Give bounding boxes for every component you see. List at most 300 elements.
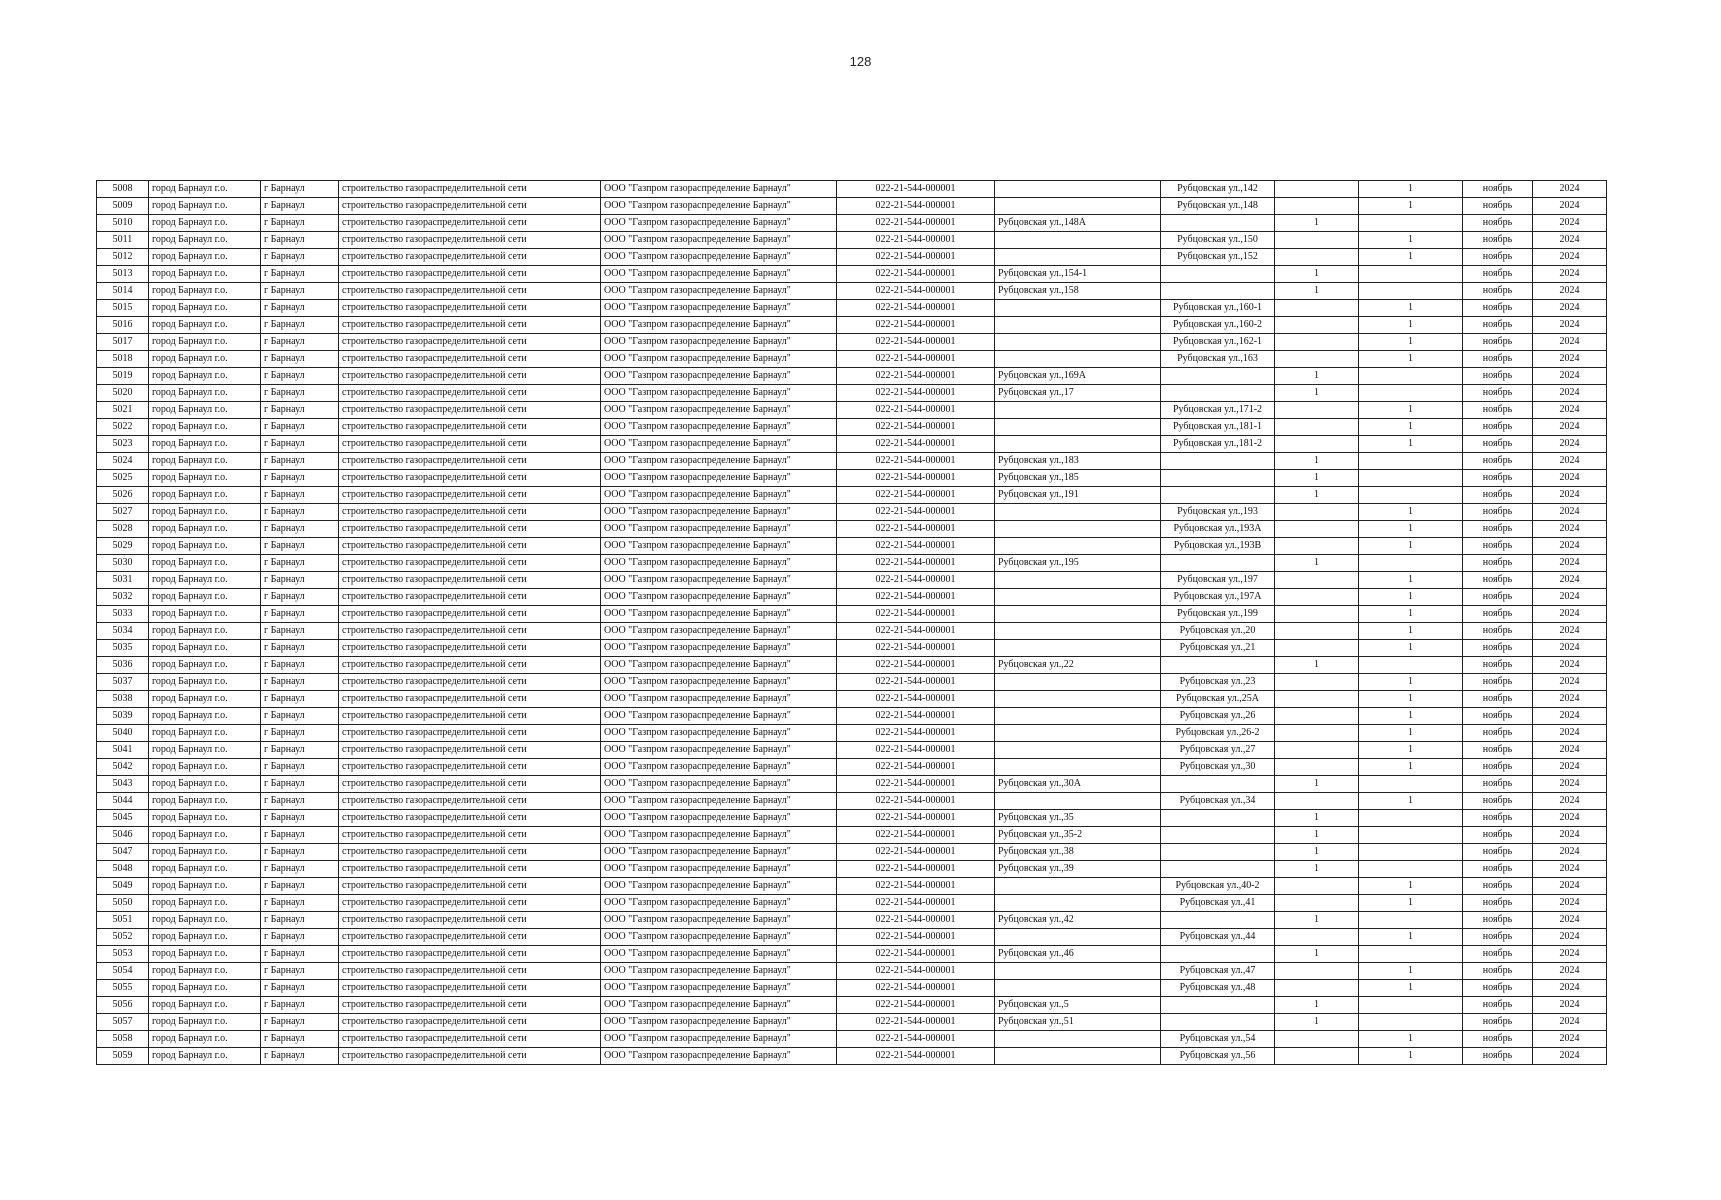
work-type-cell: строительство газораспределительной сети — [339, 249, 601, 266]
row-number-cell: 5032 — [97, 589, 149, 606]
work-type-cell: строительство газораспределительной сети — [339, 725, 601, 742]
month-cell: ноябрь — [1463, 300, 1533, 317]
locality-cell: г Барнаул — [261, 419, 339, 436]
year-cell: 2024 — [1533, 929, 1607, 946]
program-code-cell: 022-21-544-000001 — [837, 572, 995, 589]
quantity-col-1-cell — [1275, 300, 1359, 317]
registry-table — [96, 180, 1607, 1065]
table-row — [97, 827, 1607, 844]
program-code-cell: 022-21-544-000001 — [837, 385, 995, 402]
program-code-cell: 022-21-544-000001 — [837, 470, 995, 487]
organization-cell: ООО "Газпром газораспределение Барнаул" — [601, 249, 837, 266]
quantity-col-1-cell — [1275, 572, 1359, 589]
quantity-col-2-cell: 1 — [1359, 895, 1463, 912]
organization-cell: ООО "Газпром газораспределение Барнаул" — [601, 198, 837, 215]
row-number-cell: 5041 — [97, 742, 149, 759]
quantity-col-2-cell: 1 — [1359, 334, 1463, 351]
program-code-cell: 022-21-544-000001 — [837, 878, 995, 895]
quantity-col-1-cell — [1275, 793, 1359, 810]
quantity-col-2-cell: 1 — [1359, 963, 1463, 980]
year-cell: 2024 — [1533, 436, 1607, 453]
table-row — [97, 419, 1607, 436]
quantity-col-1-cell — [1275, 436, 1359, 453]
work-type-cell: строительство газораспределительной сети — [339, 181, 601, 198]
row-number-cell: 5049 — [97, 878, 149, 895]
row-number-cell: 5028 — [97, 521, 149, 538]
municipality-cell: город Барнаул г.о. — [149, 470, 261, 487]
address-col-1-cell — [995, 708, 1161, 725]
municipality-cell: город Барнаул г.о. — [149, 419, 261, 436]
quantity-col-2-cell — [1359, 1014, 1463, 1031]
year-cell: 2024 — [1533, 351, 1607, 368]
year-cell: 2024 — [1533, 232, 1607, 249]
address-col-1-cell — [995, 623, 1161, 640]
address-col-2-cell: Рубцовская ул.,21 — [1161, 640, 1275, 657]
quantity-col-1-cell — [1275, 198, 1359, 215]
address-col-1-cell: Рубцовская ул.,158 — [995, 283, 1161, 300]
organization-cell: ООО "Газпром газораспределение Барнаул" — [601, 912, 837, 929]
row-number-cell: 5021 — [97, 402, 149, 419]
row-number-cell: 5025 — [97, 470, 149, 487]
quantity-col-1-cell — [1275, 674, 1359, 691]
quantity-col-2-cell — [1359, 657, 1463, 674]
table-row — [97, 997, 1607, 1014]
year-cell: 2024 — [1533, 623, 1607, 640]
locality-cell: г Барнаул — [261, 980, 339, 997]
locality-cell: г Барнаул — [261, 504, 339, 521]
address-col-1-cell — [995, 963, 1161, 980]
quantity-col-2-cell — [1359, 266, 1463, 283]
quantity-col-1-cell — [1275, 317, 1359, 334]
locality-cell: г Барнаул — [261, 827, 339, 844]
month-cell: ноябрь — [1463, 572, 1533, 589]
work-type-cell: строительство газораспределительной сети — [339, 453, 601, 470]
month-cell: ноябрь — [1463, 844, 1533, 861]
municipality-cell: город Барнаул г.о. — [149, 997, 261, 1014]
row-number-cell: 5027 — [97, 504, 149, 521]
month-cell: ноябрь — [1463, 589, 1533, 606]
quantity-col-2-cell: 1 — [1359, 623, 1463, 640]
quantity-col-1-cell: 1 — [1275, 555, 1359, 572]
quantity-col-1-cell — [1275, 691, 1359, 708]
row-number-cell: 5012 — [97, 249, 149, 266]
row-number-cell: 5058 — [97, 1031, 149, 1048]
address-col-2-cell: Рубцовская ул.,148 — [1161, 198, 1275, 215]
row-number-cell: 5018 — [97, 351, 149, 368]
year-cell: 2024 — [1533, 249, 1607, 266]
month-cell: ноябрь — [1463, 640, 1533, 657]
municipality-cell: город Барнаул г.о. — [149, 521, 261, 538]
year-cell: 2024 — [1533, 555, 1607, 572]
year-cell: 2024 — [1533, 997, 1607, 1014]
organization-cell: ООО "Газпром газораспределение Барнаул" — [601, 402, 837, 419]
month-cell: ноябрь — [1463, 453, 1533, 470]
year-cell: 2024 — [1533, 521, 1607, 538]
work-type-cell: строительство газораспределительной сети — [339, 572, 601, 589]
month-cell: ноябрь — [1463, 708, 1533, 725]
work-type-cell: строительство газораспределительной сети — [339, 1048, 601, 1065]
quantity-col-2-cell: 1 — [1359, 589, 1463, 606]
address-col-2-cell: Рубцовская ул.,54 — [1161, 1031, 1275, 1048]
program-code-cell: 022-21-544-000001 — [837, 368, 995, 385]
table-row — [97, 385, 1607, 402]
address-col-2-cell: Рубцовская ул.,56 — [1161, 1048, 1275, 1065]
address-col-2-cell: Рубцовская ул.,181-2 — [1161, 436, 1275, 453]
address-col-2-cell: Рубцовская ул.,41 — [1161, 895, 1275, 912]
row-number-cell: 5022 — [97, 419, 149, 436]
municipality-cell: город Барнаул г.о. — [149, 674, 261, 691]
year-cell: 2024 — [1533, 810, 1607, 827]
locality-cell: г Барнаул — [261, 895, 339, 912]
table-row — [97, 691, 1607, 708]
program-code-cell: 022-21-544-000001 — [837, 725, 995, 742]
table-row — [97, 487, 1607, 504]
locality-cell: г Барнаул — [261, 861, 339, 878]
quantity-col-1-cell: 1 — [1275, 385, 1359, 402]
table-row — [97, 555, 1607, 572]
row-number-cell: 5047 — [97, 844, 149, 861]
municipality-cell: город Барнаул г.о. — [149, 776, 261, 793]
month-cell: ноябрь — [1463, 946, 1533, 963]
quantity-col-2-cell — [1359, 861, 1463, 878]
organization-cell: ООО "Газпром газораспределение Барнаул" — [601, 1048, 837, 1065]
work-type-cell: строительство газораспределительной сети — [339, 419, 601, 436]
year-cell: 2024 — [1533, 402, 1607, 419]
address-col-2-cell: Рубцовская ул.,40-2 — [1161, 878, 1275, 895]
month-cell: ноябрь — [1463, 198, 1533, 215]
quantity-col-2-cell — [1359, 385, 1463, 402]
month-cell: ноябрь — [1463, 385, 1533, 402]
quantity-col-2-cell: 1 — [1359, 181, 1463, 198]
organization-cell: ООО "Газпром газораспределение Барнаул" — [601, 929, 837, 946]
program-code-cell: 022-21-544-000001 — [837, 912, 995, 929]
address-col-1-cell — [995, 1048, 1161, 1065]
address-col-1-cell: Рубцовская ул.,191 — [995, 487, 1161, 504]
quantity-col-1-cell — [1275, 963, 1359, 980]
municipality-cell: город Барнаул г.о. — [149, 538, 261, 555]
locality-cell: г Барнаул — [261, 368, 339, 385]
row-number-cell: 5053 — [97, 946, 149, 963]
year-cell: 2024 — [1533, 742, 1607, 759]
address-col-2-cell: Рубцовская ул.,181-1 — [1161, 419, 1275, 436]
organization-cell: ООО "Газпром газораспределение Барнаул" — [601, 317, 837, 334]
address-col-1-cell — [995, 351, 1161, 368]
quantity-col-2-cell: 1 — [1359, 436, 1463, 453]
organization-cell: ООО "Газпром газораспределение Барнаул" — [601, 827, 837, 844]
work-type-cell: строительство газораспределительной сети — [339, 946, 601, 963]
address-col-1-cell: Рубцовская ул.,35 — [995, 810, 1161, 827]
year-cell: 2024 — [1533, 691, 1607, 708]
address-col-2-cell — [1161, 266, 1275, 283]
address-col-1-cell — [995, 436, 1161, 453]
locality-cell: г Барнаул — [261, 606, 339, 623]
municipality-cell: город Барнаул г.о. — [149, 589, 261, 606]
program-code-cell: 022-21-544-000001 — [837, 487, 995, 504]
month-cell: ноябрь — [1463, 912, 1533, 929]
municipality-cell: город Барнаул г.о. — [149, 283, 261, 300]
quantity-col-2-cell: 1 — [1359, 1048, 1463, 1065]
quantity-col-1-cell — [1275, 929, 1359, 946]
program-code-cell: 022-21-544-000001 — [837, 419, 995, 436]
address-col-1-cell — [995, 300, 1161, 317]
month-cell: ноябрь — [1463, 963, 1533, 980]
work-type-cell: строительство газораспределительной сети — [339, 844, 601, 861]
year-cell: 2024 — [1533, 827, 1607, 844]
organization-cell: ООО "Газпром газораспределение Барнаул" — [601, 368, 837, 385]
table-row — [97, 742, 1607, 759]
quantity-col-1-cell: 1 — [1275, 657, 1359, 674]
locality-cell: г Барнаул — [261, 317, 339, 334]
quantity-col-2-cell — [1359, 215, 1463, 232]
program-code-cell: 022-21-544-000001 — [837, 504, 995, 521]
month-cell: ноябрь — [1463, 521, 1533, 538]
quantity-col-1-cell: 1 — [1275, 368, 1359, 385]
table-row — [97, 657, 1607, 674]
program-code-cell: 022-21-544-000001 — [837, 929, 995, 946]
municipality-cell: город Барнаул г.о. — [149, 657, 261, 674]
work-type-cell: строительство газораспределительной сети — [339, 708, 601, 725]
row-number-cell: 5013 — [97, 266, 149, 283]
address-col-1-cell — [995, 691, 1161, 708]
table-row — [97, 215, 1607, 232]
month-cell: ноябрь — [1463, 1031, 1533, 1048]
month-cell: ноябрь — [1463, 878, 1533, 895]
row-number-cell: 5020 — [97, 385, 149, 402]
quantity-col-1-cell: 1 — [1275, 827, 1359, 844]
municipality-cell: город Барнаул г.о. — [149, 181, 261, 198]
organization-cell: ООО "Газпром газораспределение Барнаул" — [601, 742, 837, 759]
address-col-1-cell — [995, 980, 1161, 997]
quantity-col-1-cell — [1275, 1031, 1359, 1048]
address-col-2-cell: Рубцовская ул.,25А — [1161, 691, 1275, 708]
municipality-cell: город Барнаул г.о. — [149, 759, 261, 776]
address-col-2-cell: Рубцовская ул.,47 — [1161, 963, 1275, 980]
month-cell: ноябрь — [1463, 606, 1533, 623]
municipality-cell: город Барнаул г.о. — [149, 402, 261, 419]
organization-cell: ООО "Газпром газораспределение Барнаул" — [601, 895, 837, 912]
row-number-cell: 5046 — [97, 827, 149, 844]
quantity-col-1-cell — [1275, 334, 1359, 351]
work-type-cell: строительство газораспределительной сети — [339, 589, 601, 606]
work-type-cell: строительство газораспределительной сети — [339, 538, 601, 555]
organization-cell: ООО "Газпром газораспределение Барнаул" — [601, 640, 837, 657]
table-row — [97, 232, 1607, 249]
address-col-1-cell: Рубцовская ул.,148А — [995, 215, 1161, 232]
program-code-cell: 022-21-544-000001 — [837, 334, 995, 351]
organization-cell: ООО "Газпром газораспределение Барнаул" — [601, 997, 837, 1014]
month-cell: ноябрь — [1463, 351, 1533, 368]
municipality-cell: город Барнаул г.о. — [149, 1048, 261, 1065]
address-col-1-cell: Рубцовская ул.,154-1 — [995, 266, 1161, 283]
program-code-cell: 022-21-544-000001 — [837, 946, 995, 963]
organization-cell: ООО "Газпром газораспределение Барнаул" — [601, 232, 837, 249]
quantity-col-1-cell — [1275, 181, 1359, 198]
locality-cell: г Барнаул — [261, 793, 339, 810]
address-col-1-cell — [995, 606, 1161, 623]
municipality-cell: город Барнаул г.о. — [149, 912, 261, 929]
address-col-1-cell — [995, 793, 1161, 810]
work-type-cell: строительство газораспределительной сети — [339, 810, 601, 827]
work-type-cell: строительство газораспределительной сети — [339, 215, 601, 232]
work-type-cell: строительство газораспределительной сети — [339, 487, 601, 504]
address-col-1-cell — [995, 334, 1161, 351]
address-col-2-cell: Рубцовская ул.,193В — [1161, 538, 1275, 555]
row-number-cell: 5019 — [97, 368, 149, 385]
quantity-col-2-cell: 1 — [1359, 402, 1463, 419]
table-row — [97, 453, 1607, 470]
row-number-cell: 5026 — [97, 487, 149, 504]
month-cell: ноябрь — [1463, 759, 1533, 776]
work-type-cell: строительство газораспределительной сети — [339, 1014, 601, 1031]
month-cell: ноябрь — [1463, 742, 1533, 759]
program-code-cell: 022-21-544-000001 — [837, 657, 995, 674]
program-code-cell: 022-21-544-000001 — [837, 1031, 995, 1048]
table-row — [97, 708, 1607, 725]
quantity-col-1-cell — [1275, 725, 1359, 742]
quantity-col-2-cell: 1 — [1359, 742, 1463, 759]
municipality-cell: город Барнаул г.о. — [149, 623, 261, 640]
year-cell: 2024 — [1533, 487, 1607, 504]
municipality-cell: город Барнаул г.о. — [149, 1014, 261, 1031]
year-cell: 2024 — [1533, 589, 1607, 606]
quantity-col-2-cell: 1 — [1359, 878, 1463, 895]
locality-cell: г Барнаул — [261, 1014, 339, 1031]
year-cell: 2024 — [1533, 980, 1607, 997]
table-row — [97, 402, 1607, 419]
municipality-cell: город Барнаул г.о. — [149, 198, 261, 215]
year-cell: 2024 — [1533, 793, 1607, 810]
locality-cell: г Барнаул — [261, 1031, 339, 1048]
address-col-2-cell — [1161, 470, 1275, 487]
quantity-col-1-cell — [1275, 708, 1359, 725]
locality-cell: г Барнаул — [261, 283, 339, 300]
row-number-cell: 5031 — [97, 572, 149, 589]
municipality-cell: город Барнаул г.о. — [149, 266, 261, 283]
table-row — [97, 640, 1607, 657]
locality-cell: г Барнаул — [261, 215, 339, 232]
organization-cell: ООО "Газпром газораспределение Барнаул" — [601, 283, 837, 300]
quantity-col-2-cell: 1 — [1359, 793, 1463, 810]
month-cell: ноябрь — [1463, 810, 1533, 827]
locality-cell: г Барнаул — [261, 572, 339, 589]
year-cell: 2024 — [1533, 1014, 1607, 1031]
address-col-2-cell — [1161, 487, 1275, 504]
work-type-cell: строительство газораспределительной сети — [339, 861, 601, 878]
program-code-cell: 022-21-544-000001 — [837, 708, 995, 725]
program-code-cell: 022-21-544-000001 — [837, 538, 995, 555]
municipality-cell: город Барнаул г.о. — [149, 453, 261, 470]
address-col-1-cell — [995, 538, 1161, 555]
work-type-cell: строительство газораспределительной сети — [339, 912, 601, 929]
month-cell: ноябрь — [1463, 266, 1533, 283]
address-col-1-cell: Рубцовская ул.,39 — [995, 861, 1161, 878]
month-cell: ноябрь — [1463, 776, 1533, 793]
quantity-col-2-cell — [1359, 555, 1463, 572]
municipality-cell: город Барнаул г.о. — [149, 691, 261, 708]
table-row — [97, 317, 1607, 334]
address-col-1-cell — [995, 1031, 1161, 1048]
row-number-cell: 5057 — [97, 1014, 149, 1031]
quantity-col-1-cell: 1 — [1275, 997, 1359, 1014]
organization-cell: ООО "Газпром газораспределение Барнаул" — [601, 385, 837, 402]
quantity-col-2-cell — [1359, 946, 1463, 963]
year-cell: 2024 — [1533, 300, 1607, 317]
address-col-1-cell: Рубцовская ул.,5 — [995, 997, 1161, 1014]
locality-cell: г Барнаул — [261, 470, 339, 487]
year-cell: 2024 — [1533, 674, 1607, 691]
year-cell: 2024 — [1533, 538, 1607, 555]
year-cell: 2024 — [1533, 657, 1607, 674]
organization-cell: ООО "Газпром газораспределение Барнаул" — [601, 844, 837, 861]
organization-cell: ООО "Газпром газораспределение Барнаул" — [601, 606, 837, 623]
quantity-col-1-cell — [1275, 1048, 1359, 1065]
quantity-col-2-cell: 1 — [1359, 708, 1463, 725]
month-cell: ноябрь — [1463, 997, 1533, 1014]
year-cell: 2024 — [1533, 708, 1607, 725]
address-col-1-cell — [995, 198, 1161, 215]
table-row — [97, 589, 1607, 606]
month-cell: ноябрь — [1463, 1048, 1533, 1065]
address-col-2-cell — [1161, 997, 1275, 1014]
table-row — [97, 912, 1607, 929]
locality-cell: г Барнаул — [261, 453, 339, 470]
program-code-cell: 022-21-544-000001 — [837, 827, 995, 844]
locality-cell: г Барнаул — [261, 776, 339, 793]
address-col-2-cell — [1161, 215, 1275, 232]
address-col-1-cell — [995, 232, 1161, 249]
quantity-col-2-cell: 1 — [1359, 198, 1463, 215]
program-code-cell: 022-21-544-000001 — [837, 606, 995, 623]
locality-cell: г Барнаул — [261, 249, 339, 266]
address-col-2-cell — [1161, 827, 1275, 844]
address-col-2-cell — [1161, 283, 1275, 300]
address-col-2-cell: Рубцовская ул.,152 — [1161, 249, 1275, 266]
year-cell: 2024 — [1533, 181, 1607, 198]
quantity-col-2-cell: 1 — [1359, 317, 1463, 334]
row-number-cell: 5045 — [97, 810, 149, 827]
address-col-1-cell — [995, 504, 1161, 521]
program-code-cell: 022-21-544-000001 — [837, 402, 995, 419]
organization-cell: ООО "Газпром газораспределение Барнаул" — [601, 555, 837, 572]
quantity-col-1-cell — [1275, 504, 1359, 521]
program-code-cell: 022-21-544-000001 — [837, 351, 995, 368]
year-cell: 2024 — [1533, 861, 1607, 878]
municipality-cell: город Барнаул г.о. — [149, 895, 261, 912]
month-cell: ноябрь — [1463, 419, 1533, 436]
year-cell: 2024 — [1533, 504, 1607, 521]
row-number-cell: 5015 — [97, 300, 149, 317]
quantity-col-1-cell: 1 — [1275, 283, 1359, 300]
row-number-cell: 5051 — [97, 912, 149, 929]
row-number-cell: 5008 — [97, 181, 149, 198]
row-number-cell: 5055 — [97, 980, 149, 997]
month-cell: ноябрь — [1463, 691, 1533, 708]
table-row — [97, 623, 1607, 640]
work-type-cell: строительство газораспределительной сети — [339, 436, 601, 453]
year-cell: 2024 — [1533, 453, 1607, 470]
quantity-col-1-cell — [1275, 606, 1359, 623]
table-row — [97, 300, 1607, 317]
program-code-cell: 022-21-544-000001 — [837, 215, 995, 232]
row-number-cell: 5033 — [97, 606, 149, 623]
locality-cell: г Барнаул — [261, 912, 339, 929]
table-row — [97, 504, 1607, 521]
quantity-col-1-cell: 1 — [1275, 946, 1359, 963]
organization-cell: ООО "Газпром газораспределение Барнаул" — [601, 776, 837, 793]
municipality-cell: город Барнаул г.о. — [149, 878, 261, 895]
organization-cell: ООО "Газпром газораспределение Барнаул" — [601, 657, 837, 674]
month-cell: ноябрь — [1463, 555, 1533, 572]
